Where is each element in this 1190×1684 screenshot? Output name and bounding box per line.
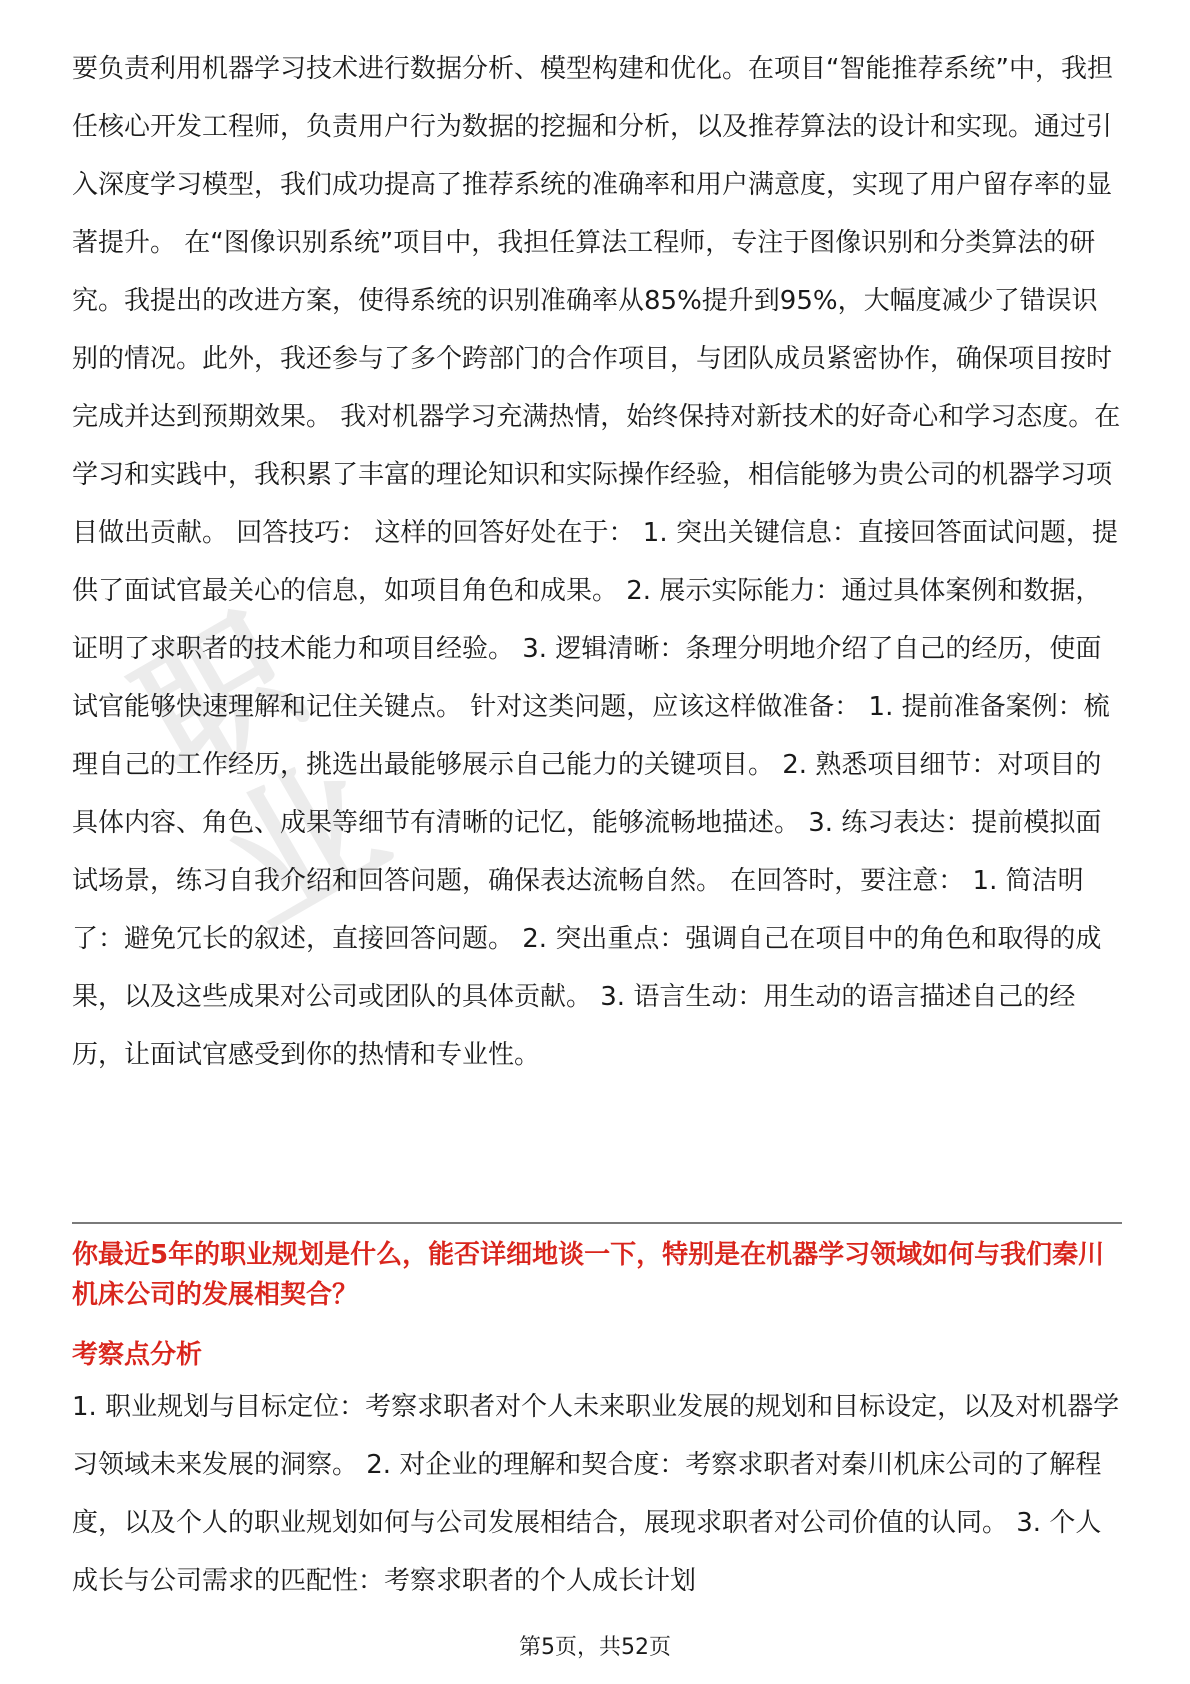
analysis-paragraph: 1. 职业规划与目标定位：考察求职者对个人未来职业发展的规划和目标设定，以及对机器学习领域未来发展的洞察。 2. 对企业的理解和契合度：考察求职者对秦川机床公司的了解程度，以及个人的职业规划如何与公司发展相结合，展现求职者对公司价值的认同。 3. 个人成长与公司需求的匹配性：考察求职者的个人成长计划 <box>72 1392 1120 1596</box>
page-footer: 第5页，共52页 <box>519 1635 671 1660</box>
section-divider <box>72 1222 1122 1224</box>
interview-question: 你最近5年的职业规划是什么，能否详细地谈一下，特别是在机器学习领域如何与我们秦川机床公司的发展相契合？ <box>72 1240 1105 1310</box>
section-heading: 考察点分析 <box>72 1340 203 1370</box>
watermark: 职 业 <box>110 580 422 959</box>
answer-paragraph: 要负责利用机器学习技术进行数据分析、模型构建和优化。在项目“智能推荐系统”中，我担任核心开发工程师，负责用户行为数据的挖掘和分析，以及推荐算法的设计和实现。通过引入深度学习模型，我们成功提高了推荐系统的准确率和用户满意度，实现了用户留存率的显著提升。 在“图像识别系统”项目中，我担任算法工程师，专注于图像识别和分类算法的研究。我提出的改进方案，使得系统的识别准确率从85%提升到95%，大幅度减少了错误识别的情况。此外，我还参与了多个跨部门的合作项目，与团队成员紧密协作，确保项目按时完成并达到预期效果。 我对机器学习充满热情，始终保持对新技术的好奇心和学习态度。在学习和实践中，我积累了丰富的理论知识和实际操作经验，相信能够为贵公司的机器学习项目做出贡献。 回答技巧： 这样的回答好处在于： 1. 突出关键信息：直接回答面试问题，提供了面试官最关心的信息，如项目角色和成果。 2. 展示实际能力：通过具体案例和数据，证明了求职者的技术能力和项目经验。 3. 逻辑清晰：条理分明地介绍了自己的经历，使面试官能够快速理解和记住关键点。 针对这类问题，应该这样做准备： 1. 提前准备案例：梳理自己的工作经历，挑选出最能够展示自己能力的关键项目。 2. 熟悉项目细节：对项目的具体内容、角色、成果等细节有清晰的记忆，能够流畅地描述。 3. 练习表达：提前模拟面试场景，练习自我介绍和回答问题，确保表达流畅自然。 在回答时，要注意： 1. 简洁明了：避免冗长的叙述，直接回答问题。 2. 突出重点：强调自己在项目中的角色和取得的成果，以及这些成果对公司或团队的具体贡献。 3. 语言生动：用生动的语言描述自己的经历，让面试官感受到你的热情和专业性。 <box>72 54 1121 1070</box>
